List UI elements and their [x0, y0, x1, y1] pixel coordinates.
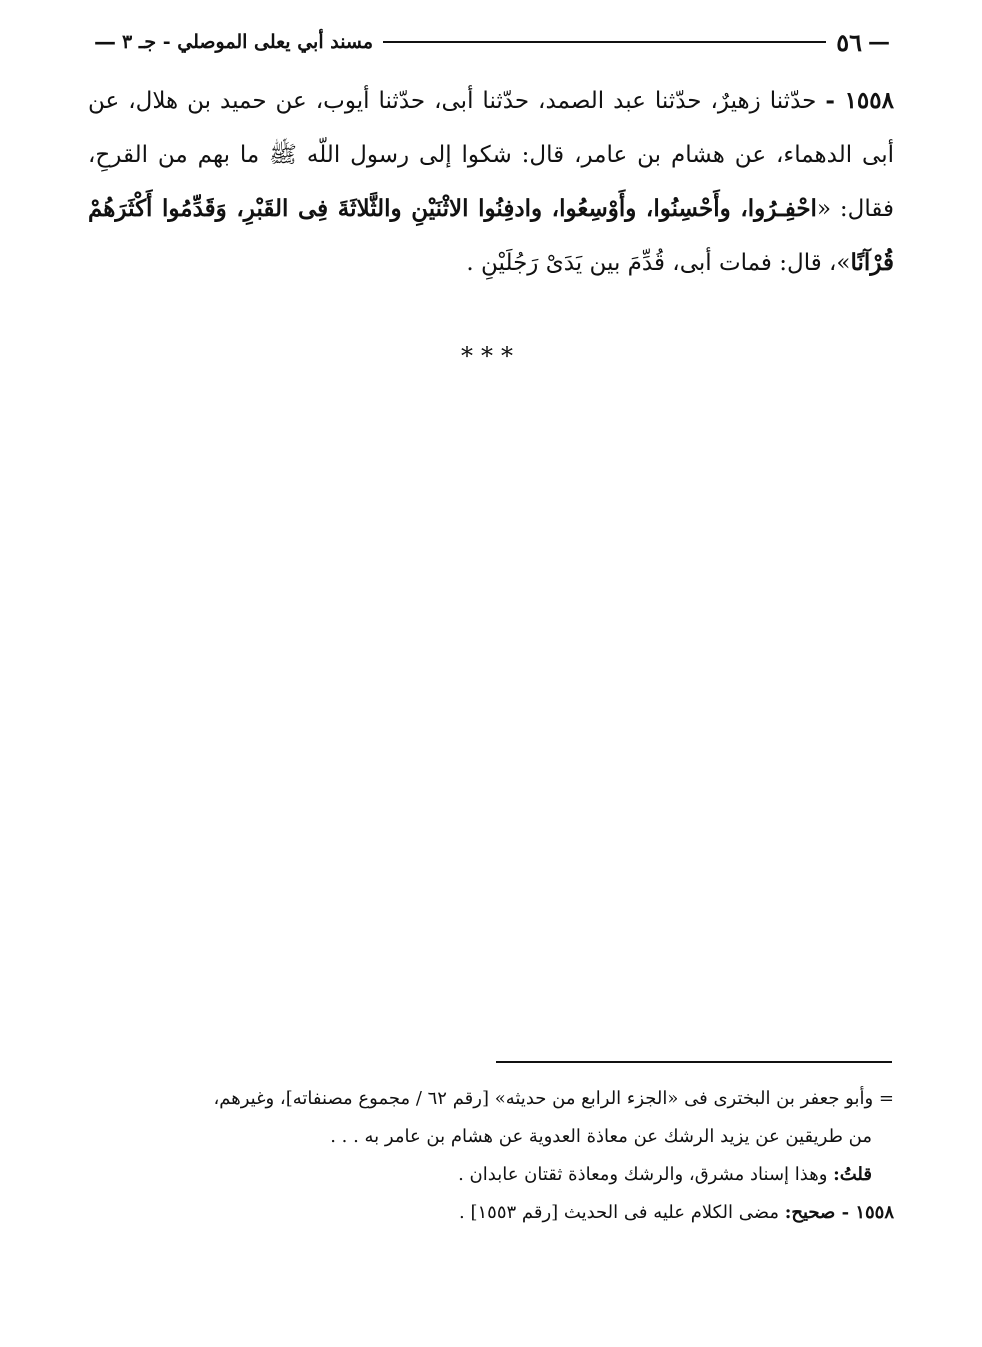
hadith-chain: حدّثنا زهيرٌ، حدّثنا عبد الصمد، حدّثنا أبى، حدّثنا أيوب، عن حميد بن هلال، عن أبى الدهماء، عن هشام بن عامر، قال: شكوا إلى رسول اللّه ﷺ ما بهم من القرحِ، فقال: «: [88, 88, 895, 222]
reference-text: مضى الكلام عليه فى الحديث [رقم ١٥٥٣] .: [459, 1202, 785, 1223]
footnote-reference: [88, 1194, 894, 1232]
header-dash-left: —: [94, 29, 116, 55]
section-separator: ***: [461, 342, 521, 370]
reference-label: ١٥٥٨ - صحيح:: [784, 1202, 894, 1223]
footnote-line: من طريقين عن يزيد الرشك عن معاذة العدوية عن هشام بن عامر به . . .: [330, 1126, 872, 1147]
hadith-number: ١٥٥٨ -: [825, 87, 894, 114]
hadith-text: [88, 74, 894, 290]
book-title: مسند أبي يعلى الموصلي - جـ ٣: [122, 31, 374, 53]
running-header: [88, 22, 896, 62]
footnote-rule: [496, 1061, 892, 1063]
footnotes: [88, 1080, 894, 1232]
hadith-ending: »، قال: فمات أبى، قُدِّمَ بين يَدَىْ رَجُلَيْنِ .: [466, 250, 851, 276]
footnote-line: = وأبو جعفر بن البخترى فى «الجزء الرابع من حديثه» [رقم ٦٢ / مجموع مصنفاته]، وغيرهم،: [213, 1088, 894, 1109]
note-label: قلتُ:: [833, 1164, 872, 1185]
hadith-quote: احْفِـرُوا، وأَحْسِنُوا، وأَوْسِعُوا، وادفِنُوا الاثْنَيْنِ والثَّلاثَةَ فِى القَبْرِ، وَقَدِّمُوا أَكْثَرَهُمْ قُرْآنًا: [88, 195, 894, 276]
note-text: وهذا إسناد مشرق، والرشك ومعاذة ثقتان عابدان .: [458, 1164, 834, 1185]
header-rule: [383, 41, 826, 43]
header-dash-right: —: [868, 29, 890, 55]
footnote-note: [88, 1156, 894, 1194]
page-number: ٥٦: [836, 27, 862, 57]
